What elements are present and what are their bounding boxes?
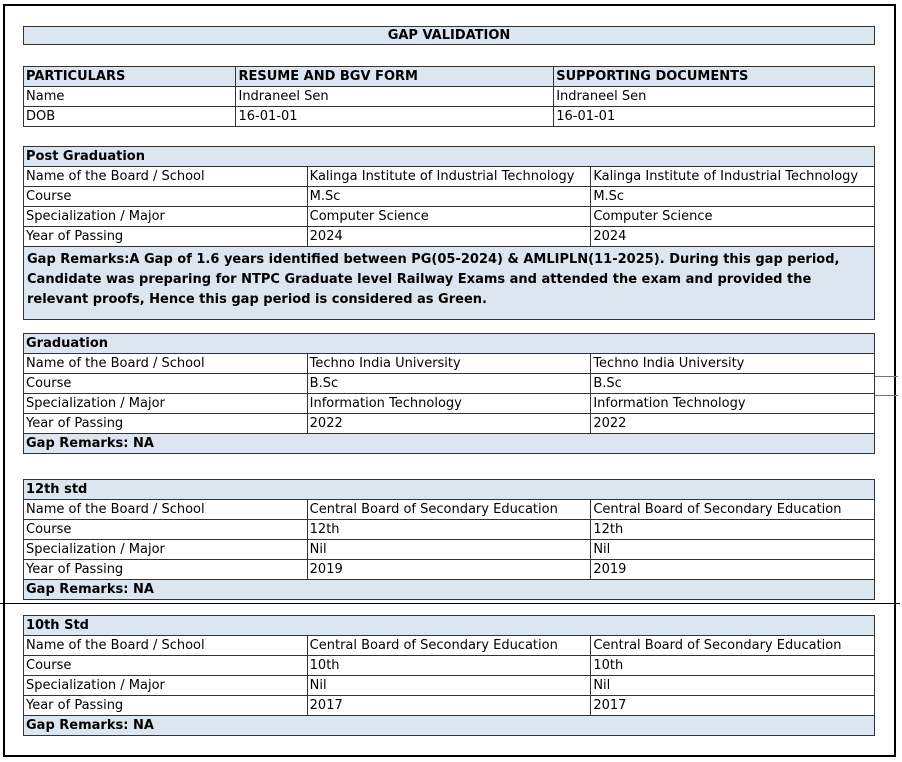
docs-value: 2022 — [591, 414, 875, 434]
docs-value: Computer Science — [591, 207, 875, 227]
row-label: Name of the Board / School — [24, 500, 308, 520]
table-row — [24, 394, 875, 414]
docs-value: 2024 — [591, 227, 875, 247]
resume-value: Information Technology — [307, 394, 591, 414]
resume-value: Kalinga Institute of Industrial Technology — [307, 167, 591, 187]
table-row — [24, 520, 875, 540]
docs-value: Techno India University — [591, 354, 875, 374]
docs-value: Indraneel Sen — [554, 87, 875, 107]
resume-value: Indraneel Sen — [236, 87, 554, 107]
row-label: Year of Passing — [24, 560, 308, 580]
section-title: 12th std — [24, 480, 875, 500]
docs-value: M.Sc — [591, 187, 875, 207]
row-label: Name of the Board / School — [24, 636, 308, 656]
section-title: Graduation — [24, 334, 875, 354]
table-row — [24, 540, 875, 560]
gap-remarks: Gap Remarks: NA — [24, 716, 875, 736]
row-label: Course — [24, 187, 308, 207]
header-resume: RESUME AND BGV FORM — [236, 67, 554, 87]
table-row — [24, 374, 875, 394]
table-row — [24, 500, 875, 520]
row-label: Specialization / Major — [24, 540, 308, 560]
page-divider — [0, 603, 900, 604]
row-label: DOB — [24, 107, 236, 127]
row-label: Name of the Board / School — [24, 167, 308, 187]
row-label: Name of the Board / School — [24, 354, 308, 374]
row-label: Year of Passing — [24, 227, 308, 247]
table-row — [24, 207, 875, 227]
docs-value: Nil — [591, 540, 875, 560]
table-row — [24, 354, 875, 374]
docs-value: 10th — [591, 656, 875, 676]
resume-value: Computer Science — [307, 207, 591, 227]
resume-value: 2017 — [307, 696, 591, 716]
row-label: Specialization / Major — [24, 207, 308, 227]
post-graduation-section — [23, 146, 875, 320]
cell-fragment — [874, 376, 898, 396]
table-row — [24, 414, 875, 434]
table-row — [24, 167, 875, 187]
docs-value: Information Technology — [591, 394, 875, 414]
resume-value: Central Board of Secondary Education — [307, 636, 591, 656]
table-row — [24, 676, 875, 696]
gap-remarks: Gap Remarks: NA — [24, 580, 875, 600]
graduation-section — [23, 333, 875, 454]
table-row — [24, 107, 875, 127]
docs-value: 2017 — [591, 696, 875, 716]
row-label: Year of Passing — [24, 696, 308, 716]
section-header — [24, 616, 875, 636]
row-label: Specialization / Major — [24, 676, 308, 696]
row-label: Course — [24, 656, 308, 676]
header-particulars: PARTICULARS — [24, 67, 236, 87]
particulars-table — [23, 66, 875, 127]
twelfth-section — [23, 479, 875, 600]
gap-remarks-row — [24, 716, 875, 736]
table-row — [24, 227, 875, 247]
row-label: Specialization / Major — [24, 394, 308, 414]
section-title: 10th Std — [24, 616, 875, 636]
resume-value: 10th — [307, 656, 591, 676]
resume-value: 2022 — [307, 414, 591, 434]
table-row — [24, 656, 875, 676]
section-header — [24, 334, 875, 354]
row-label: Name — [24, 87, 236, 107]
resume-value: Techno India University — [307, 354, 591, 374]
page-title: GAP VALIDATION — [23, 26, 875, 45]
resume-value: 2024 — [307, 227, 591, 247]
resume-value: 2019 — [307, 560, 591, 580]
table-row — [24, 636, 875, 656]
docs-value: Central Board of Secondary Education — [591, 636, 875, 656]
table-row — [24, 560, 875, 580]
section-header — [24, 480, 875, 500]
resume-value: Central Board of Secondary Education — [307, 500, 591, 520]
resume-value: 16-01-01 — [236, 107, 554, 127]
gap-remarks: Gap Remarks: NA — [24, 434, 875, 454]
docs-value: 16-01-01 — [554, 107, 875, 127]
docs-value: 2019 — [591, 560, 875, 580]
row-label: Course — [24, 374, 308, 394]
tenth-section — [23, 615, 875, 736]
gap-remarks-row — [24, 247, 875, 320]
section-title: Post Graduation — [24, 147, 875, 167]
docs-value: 12th — [591, 520, 875, 540]
resume-value: Nil — [307, 676, 591, 696]
gap-remarks: Gap Remarks:A Gap of 1.6 years identified between PG(05-2024) & AMLIPLN(11-2025). During this gap period, Candidate was preparing for NTPC Graduate level Railway Exams and attended the exam and provided the relevant proofs, Hence this gap period is considered as Green. — [24, 247, 875, 320]
resume-value: B.Sc — [307, 374, 591, 394]
docs-value: B.Sc — [591, 374, 875, 394]
resume-value: Nil — [307, 540, 591, 560]
table-row — [24, 87, 875, 107]
resume-value: M.Sc — [307, 187, 591, 207]
docs-value: Kalinga Institute of Industrial Technology — [591, 167, 875, 187]
gap-remarks-row — [24, 580, 875, 600]
docs-value: Central Board of Secondary Education — [591, 500, 875, 520]
resume-value: 12th — [307, 520, 591, 540]
table-row — [24, 187, 875, 207]
section-header — [24, 147, 875, 167]
table-row — [24, 696, 875, 716]
header-supporting-docs: SUPPORTING DOCUMENTS — [554, 67, 875, 87]
row-label: Course — [24, 520, 308, 540]
docs-value: Nil — [591, 676, 875, 696]
table-header-row — [24, 67, 875, 87]
gap-remarks-row — [24, 434, 875, 454]
row-label: Year of Passing — [24, 414, 308, 434]
